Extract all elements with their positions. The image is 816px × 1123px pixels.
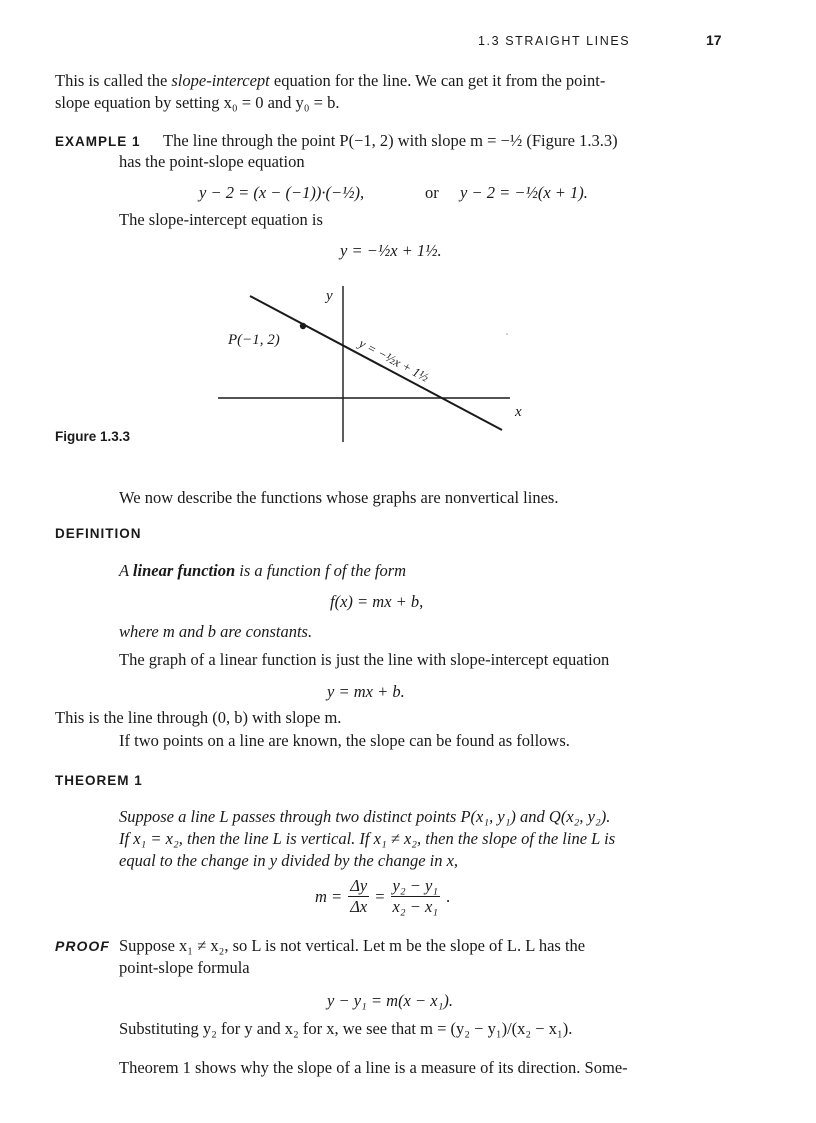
example-1-label: EXAMPLE 1 xyxy=(55,134,141,149)
intro-line-1 xyxy=(55,70,605,92)
y-difference: y₂ − y₁ xyxy=(392,876,439,895)
point-slope-equation-a: y − 2 = (x − (−1))·(−½), xyxy=(199,183,365,202)
intro-text-a: This is called the xyxy=(55,71,172,90)
delta-y: Δy xyxy=(350,876,368,895)
delta-fraction xyxy=(348,876,369,917)
delta-x: Δx xyxy=(350,897,368,916)
slope-formula-period: . xyxy=(446,886,451,906)
page-number: 17 xyxy=(706,32,722,48)
point-p xyxy=(300,323,306,329)
definition-label: DEFINITION xyxy=(55,526,142,541)
theorem-1-line-1: Suppose a line L passes through two distinct points P(x₁, y₁) and Q(x₂, y₂). xyxy=(119,807,611,826)
graph-equation: y = mx + b. xyxy=(327,682,405,701)
proof-line-1: Suppose x₁ ≠ x₂, so L is not vertical. Let m be the slope of L. L has the xyxy=(119,936,586,955)
definition-line-1 xyxy=(119,560,406,582)
point-slope-equation-b: y − 2 = −½(x + 1). xyxy=(460,183,588,202)
slope-intercept-example-equation: y = −½x + 1½. xyxy=(340,241,442,260)
definition-line-2: where m and b are constants. xyxy=(119,622,313,641)
x-difference: x₂ − x₁ xyxy=(392,897,439,916)
intro-text-b: equation for the line. We can get it from the point- xyxy=(269,71,606,90)
example-1-line-2: has the point-slope equation xyxy=(119,152,305,171)
running-header-section: 1.3 STRAIGHT LINES xyxy=(478,34,631,48)
line-equation-label: y = −½x + 1½ xyxy=(356,335,432,385)
linear-function-equation: f(x) = mx + b, xyxy=(330,592,424,611)
stray-mark xyxy=(506,333,508,335)
proof-label: PROOF xyxy=(55,938,110,954)
nonvertical-lines-sentence: We now describe the functions whose graphs are nonvertical lines. xyxy=(119,488,559,507)
linear-function-term: linear function xyxy=(132,561,236,580)
equation-or: or xyxy=(425,183,439,202)
slope-formula-equals: = xyxy=(375,886,385,906)
slope-intercept-term: slope-intercept xyxy=(171,71,270,90)
definition-text-b: is a function f of the form xyxy=(235,561,407,580)
theorem-1-line-2: If x₁ = x₂, then the line L is vertical. If x₁ ≠ x₂, then the slope of the line L is xyxy=(119,829,616,848)
example-1-line-1: The line through the point P(−1, 2) with slope m = −½ (Figure 1.3.3) xyxy=(163,131,618,150)
graph-paragraph-line-2: This is the line through (0, b) with slope m. xyxy=(55,708,342,727)
graph-paragraph-line-1: The graph of a linear function is just the line with slope-intercept equation xyxy=(119,650,610,669)
closing-line: Theorem 1 shows why the slope of a line is a measure of its direction. Some- xyxy=(119,1058,628,1077)
proof-point-slope-equation: y − y₁ = m(x − x₁). xyxy=(327,991,453,1010)
figure-caption: Figure 1.3.3 xyxy=(55,429,131,444)
point-p-label: P(−1, 2) xyxy=(228,332,280,348)
x-axis-label: x xyxy=(515,404,522,420)
definition-text-a: A xyxy=(119,561,133,580)
proof-line-3: Substituting y₂ for y and x₂ for x, we see that m = (y₂ − y₁)/(x₂ − x₁). xyxy=(119,1019,573,1038)
difference-fraction xyxy=(391,876,441,917)
figure-1-3-3 xyxy=(210,282,540,444)
intro-line-2: slope equation by setting x₀ = 0 and y₀ = b. xyxy=(55,93,340,112)
proof-line-2: point-slope formula xyxy=(119,958,250,977)
slope-formula-m: m = xyxy=(315,886,343,906)
y-axis-label: y xyxy=(326,288,333,304)
slope-formula xyxy=(315,876,450,917)
theorem-1-line-3: equal to the change in y divided by the change in x, xyxy=(119,851,459,870)
graph-paragraph-line-3: If two points on a line are known, the slope can be found as follows. xyxy=(119,731,570,750)
line-graph xyxy=(250,296,502,430)
theorem-1-label: THEOREM 1 xyxy=(55,773,143,788)
example-1-line-3: The slope-intercept equation is xyxy=(119,210,323,229)
